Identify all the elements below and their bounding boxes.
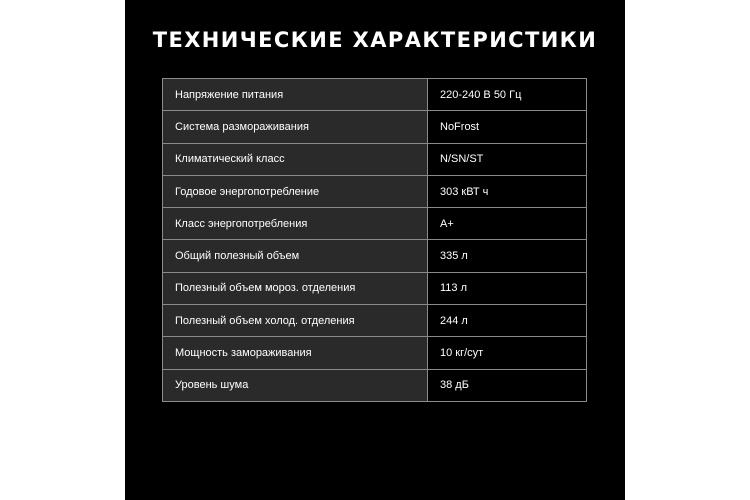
spec-sheet (125, 0, 625, 500)
spec-table-body (163, 79, 587, 402)
spec-value: 10 кг/сут (428, 337, 587, 369)
spec-param-label: Мощность замораживания (163, 337, 428, 369)
spec-row (163, 337, 587, 369)
spec-param-label: Система размораживания (163, 111, 428, 143)
spec-value: 244 л (428, 305, 587, 337)
spec-value: A+ (428, 208, 587, 240)
spec-param-label: Полезный объем холод. отделения (163, 305, 428, 337)
spec-row (163, 208, 587, 240)
spec-param-label: Климатический класс (163, 143, 428, 175)
spec-value: 38 дБ (428, 369, 587, 401)
spec-row (163, 369, 587, 401)
spec-row (163, 111, 587, 143)
spec-param-label: Полезный объем мороз. отделения (163, 272, 428, 304)
spec-value: 303 кВТ ч (428, 175, 587, 207)
spec-param-label: Напряжение питания (163, 79, 428, 111)
spec-value: 113 л (428, 272, 587, 304)
spec-value: N/SN/ST (428, 143, 587, 175)
spec-param-label: Класс энергопотребления (163, 208, 428, 240)
spec-row (163, 272, 587, 304)
spec-row (163, 143, 587, 175)
page-title: ТЕХНИЧЕСКИЕ ХАРАКТЕРИСТИКИ (152, 28, 598, 52)
spec-value: 220-240 В 50 Гц (428, 79, 587, 111)
spec-row (163, 175, 587, 207)
spec-row (163, 79, 587, 111)
spec-param-label: Уровень шума (163, 369, 428, 401)
spec-row (163, 305, 587, 337)
spec-value: NoFrost (428, 111, 587, 143)
spec-param-label: Общий полезный объем (163, 240, 428, 272)
spec-param-label: Годовое энергопотребление (163, 175, 428, 207)
spec-table (162, 78, 587, 402)
spec-value: 335 л (428, 240, 587, 272)
spec-row (163, 240, 587, 272)
